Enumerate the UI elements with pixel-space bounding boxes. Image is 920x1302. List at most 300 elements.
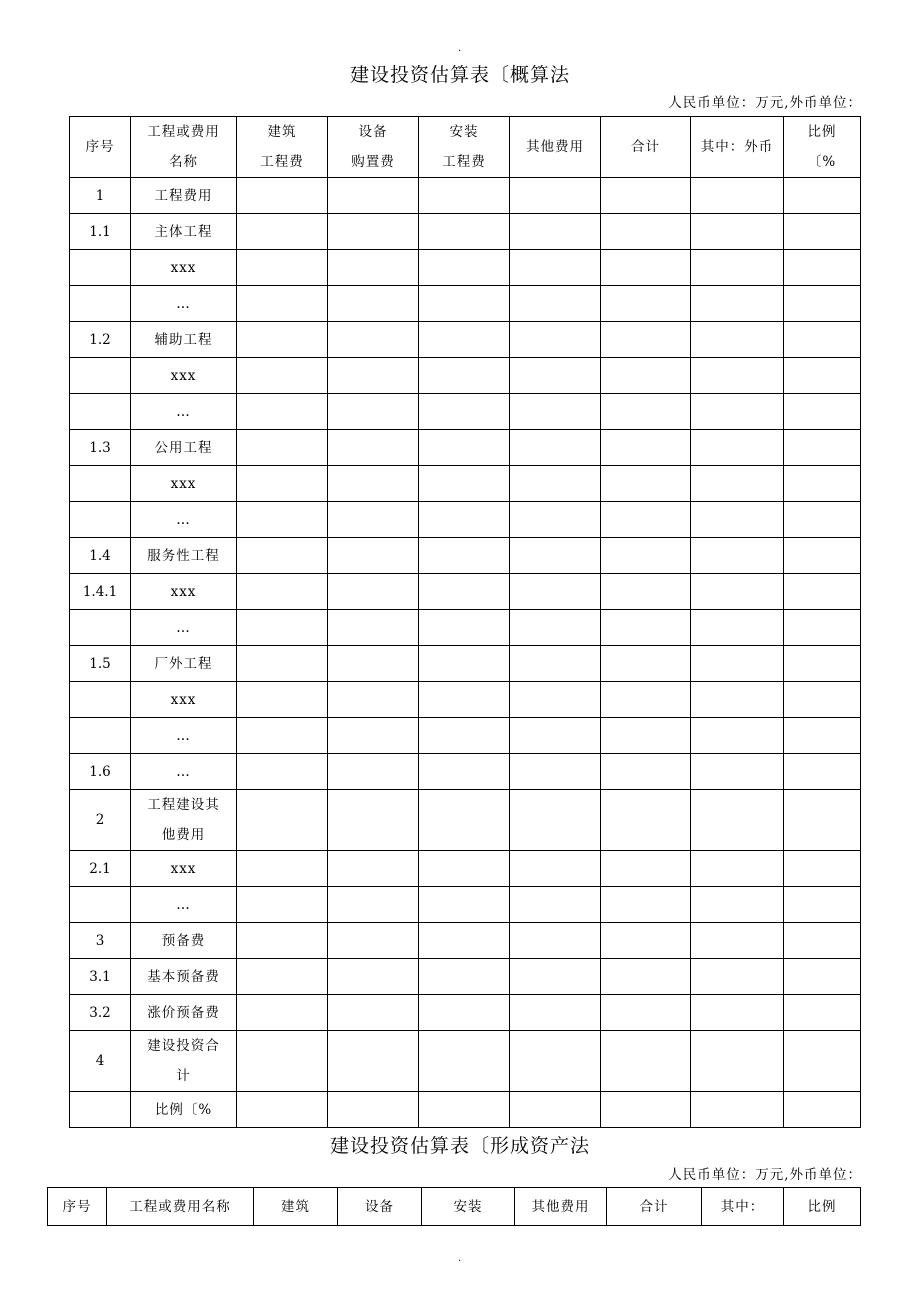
page-marker-dot: . bbox=[458, 43, 462, 54]
header-line: 安装 bbox=[449, 124, 479, 140]
table2-header-cell: 合计 bbox=[607, 1188, 702, 1226]
empty-value-cell[interactable] bbox=[419, 754, 510, 790]
table2-title: 建设投资估算表〔形成资产法 bbox=[329, 1135, 590, 1157]
empty-value-cell[interactable] bbox=[510, 178, 601, 214]
empty-value-cell[interactable] bbox=[419, 646, 510, 682]
empty-value-cell[interactable] bbox=[691, 1092, 784, 1128]
empty-value-cell[interactable] bbox=[419, 358, 510, 394]
table-row bbox=[70, 1031, 861, 1092]
empty-value-cell[interactable] bbox=[784, 959, 861, 995]
table1-header-cell bbox=[784, 117, 861, 178]
header-line: 序号 bbox=[85, 139, 115, 155]
empty-value-cell[interactable] bbox=[237, 430, 328, 466]
table2-header-cell: 安装 bbox=[422, 1188, 515, 1226]
empty-value-cell[interactable] bbox=[601, 959, 691, 995]
empty-value-cell[interactable] bbox=[510, 754, 601, 790]
page-marker-dot-bottom: . bbox=[458, 1253, 462, 1264]
empty-value-cell[interactable] bbox=[237, 394, 328, 430]
table2-header-cell: 其他费用 bbox=[515, 1188, 607, 1226]
row-name-cell bbox=[131, 358, 237, 394]
table1-header-cell bbox=[419, 117, 510, 178]
empty-value-cell[interactable] bbox=[510, 610, 601, 646]
empty-value-cell[interactable] bbox=[784, 646, 861, 682]
empty-value-cell[interactable] bbox=[784, 851, 861, 887]
row-name-line: … bbox=[176, 727, 191, 744]
empty-value-cell[interactable] bbox=[510, 394, 601, 430]
table2-header-cell: 设备 bbox=[338, 1188, 422, 1226]
row-name-line: xxx bbox=[170, 860, 197, 877]
row-name-cell bbox=[131, 178, 237, 214]
empty-value-cell[interactable] bbox=[510, 995, 601, 1031]
empty-value-cell[interactable] bbox=[601, 502, 691, 538]
empty-value-cell[interactable] bbox=[784, 923, 861, 959]
header-line: 工程费 bbox=[442, 154, 486, 170]
empty-value-cell[interactable] bbox=[784, 466, 861, 502]
row-name-cell bbox=[131, 923, 237, 959]
empty-value-cell[interactable] bbox=[784, 718, 861, 754]
empty-value-cell[interactable] bbox=[237, 322, 328, 358]
empty-value-cell[interactable] bbox=[419, 610, 510, 646]
table1-header-cell bbox=[691, 117, 784, 178]
estimate-table-budget-method bbox=[69, 116, 861, 1128]
table-row bbox=[70, 322, 861, 358]
header-line: 比例 bbox=[807, 124, 837, 140]
table-row bbox=[70, 178, 861, 214]
table-row bbox=[70, 250, 861, 286]
row-name-cell bbox=[131, 1031, 237, 1092]
row-number-cell: 1.4.1 bbox=[70, 574, 131, 610]
empty-value-cell[interactable] bbox=[691, 1031, 784, 1092]
empty-value-cell[interactable] bbox=[510, 682, 601, 718]
empty-value-cell[interactable] bbox=[328, 358, 419, 394]
row-name-line: xxx bbox=[170, 583, 197, 600]
empty-value-cell[interactable] bbox=[510, 646, 601, 682]
empty-value-cell[interactable] bbox=[419, 322, 510, 358]
empty-value-cell[interactable] bbox=[601, 754, 691, 790]
row-name-line: 涨价预备费 bbox=[147, 1004, 220, 1021]
row-number-cell bbox=[70, 1092, 131, 1128]
row-name-cell bbox=[131, 502, 237, 538]
empty-value-cell[interactable] bbox=[784, 322, 861, 358]
empty-value-cell[interactable] bbox=[237, 1031, 328, 1092]
empty-value-cell[interactable] bbox=[328, 1031, 419, 1092]
empty-value-cell[interactable] bbox=[691, 538, 784, 574]
row-name-line: … bbox=[176, 896, 191, 913]
row-name-line: 工程费用 bbox=[154, 187, 213, 204]
table2-unit-note: 人民币单位：万元,外币单位： bbox=[668, 1167, 862, 1183]
row-name-line: 主体工程 bbox=[154, 223, 213, 240]
row-name-cell bbox=[131, 754, 237, 790]
header-line: 设备 bbox=[358, 124, 388, 140]
row-name-line: xxx bbox=[170, 475, 197, 492]
empty-value-cell[interactable] bbox=[784, 178, 861, 214]
empty-value-cell[interactable] bbox=[237, 178, 328, 214]
empty-value-cell[interactable] bbox=[237, 682, 328, 718]
empty-value-cell[interactable] bbox=[510, 502, 601, 538]
empty-value-cell[interactable] bbox=[237, 286, 328, 322]
empty-value-cell[interactable] bbox=[691, 959, 784, 995]
empty-value-cell[interactable] bbox=[691, 646, 784, 682]
empty-value-cell[interactable] bbox=[510, 574, 601, 610]
empty-value-cell[interactable] bbox=[419, 466, 510, 502]
empty-value-cell[interactable] bbox=[237, 646, 328, 682]
empty-value-cell[interactable] bbox=[419, 718, 510, 754]
empty-value-cell[interactable] bbox=[510, 466, 601, 502]
table2-header-cell: 序号 bbox=[48, 1188, 107, 1226]
empty-value-cell[interactable] bbox=[601, 430, 691, 466]
empty-value-cell[interactable] bbox=[601, 1092, 691, 1128]
row-name-line: 建设投资合 bbox=[147, 1038, 220, 1054]
estimate-table-asset-method bbox=[47, 1187, 861, 1226]
empty-value-cell[interactable] bbox=[419, 851, 510, 887]
table-row bbox=[70, 851, 861, 887]
empty-value-cell[interactable] bbox=[601, 214, 691, 250]
empty-value-cell[interactable] bbox=[601, 574, 691, 610]
table-row bbox=[70, 959, 861, 995]
header-line: 工程或费用 bbox=[147, 124, 220, 140]
table-row bbox=[70, 887, 861, 923]
empty-value-cell[interactable] bbox=[328, 610, 419, 646]
row-name-line: 计 bbox=[176, 1068, 191, 1084]
empty-value-cell[interactable] bbox=[691, 286, 784, 322]
empty-value-cell[interactable] bbox=[328, 394, 419, 430]
header-line: 其他费用 bbox=[526, 139, 584, 155]
empty-value-cell[interactable] bbox=[328, 923, 419, 959]
row-number-cell: 1.2 bbox=[70, 322, 131, 358]
empty-value-cell[interactable] bbox=[510, 286, 601, 322]
empty-value-cell[interactable] bbox=[601, 718, 691, 754]
table-row bbox=[70, 430, 861, 466]
empty-value-cell[interactable] bbox=[691, 754, 784, 790]
empty-value-cell[interactable] bbox=[237, 959, 328, 995]
empty-value-cell[interactable] bbox=[510, 1031, 601, 1092]
table1-header-cell bbox=[237, 117, 328, 178]
row-number-cell bbox=[70, 286, 131, 322]
empty-value-cell[interactable] bbox=[691, 178, 784, 214]
empty-value-cell[interactable] bbox=[237, 754, 328, 790]
empty-value-cell[interactable] bbox=[784, 286, 861, 322]
row-name-line: … bbox=[176, 403, 191, 420]
row-name-line: 比例〔% bbox=[154, 1101, 213, 1118]
empty-value-cell[interactable] bbox=[601, 790, 691, 851]
empty-value-cell[interactable] bbox=[510, 887, 601, 923]
empty-value-cell[interactable] bbox=[328, 1092, 419, 1128]
empty-value-cell[interactable] bbox=[237, 358, 328, 394]
empty-value-cell[interactable] bbox=[328, 851, 419, 887]
header-line: 建筑 bbox=[267, 124, 297, 140]
empty-value-cell[interactable] bbox=[328, 887, 419, 923]
empty-value-cell[interactable] bbox=[419, 959, 510, 995]
row-name-cell bbox=[131, 851, 237, 887]
empty-value-cell[interactable] bbox=[328, 502, 419, 538]
empty-value-cell[interactable] bbox=[328, 214, 419, 250]
empty-value-cell[interactable] bbox=[691, 995, 784, 1031]
row-name-cell bbox=[131, 538, 237, 574]
empty-value-cell[interactable] bbox=[510, 214, 601, 250]
empty-value-cell[interactable] bbox=[601, 250, 691, 286]
table2-header-row bbox=[48, 1188, 861, 1226]
empty-value-cell[interactable] bbox=[419, 178, 510, 214]
empty-value-cell[interactable] bbox=[691, 322, 784, 358]
row-number-cell: 3.2 bbox=[70, 995, 131, 1031]
row-name-cell bbox=[131, 322, 237, 358]
row-name-line: 辅助工程 bbox=[154, 331, 213, 348]
row-name-line: … bbox=[176, 619, 191, 636]
empty-value-cell[interactable] bbox=[328, 178, 419, 214]
empty-value-cell[interactable] bbox=[784, 214, 861, 250]
empty-value-cell[interactable] bbox=[419, 1092, 510, 1128]
empty-value-cell[interactable] bbox=[784, 1092, 861, 1128]
empty-value-cell[interactable] bbox=[691, 790, 784, 851]
empty-value-cell[interactable] bbox=[328, 646, 419, 682]
empty-value-cell[interactable] bbox=[419, 538, 510, 574]
empty-value-cell[interactable] bbox=[419, 394, 510, 430]
empty-value-cell[interactable] bbox=[601, 646, 691, 682]
empty-value-cell[interactable] bbox=[601, 286, 691, 322]
empty-value-cell[interactable] bbox=[328, 574, 419, 610]
empty-value-cell[interactable] bbox=[328, 959, 419, 995]
row-number-cell bbox=[70, 358, 131, 394]
empty-value-cell[interactable] bbox=[328, 286, 419, 322]
table-row bbox=[70, 1092, 861, 1128]
empty-value-cell[interactable] bbox=[510, 358, 601, 394]
empty-value-cell[interactable] bbox=[419, 430, 510, 466]
empty-value-cell[interactable] bbox=[328, 718, 419, 754]
table-row bbox=[70, 923, 861, 959]
empty-value-cell[interactable] bbox=[784, 430, 861, 466]
table-row bbox=[70, 646, 861, 682]
row-name-cell bbox=[131, 394, 237, 430]
empty-value-cell[interactable] bbox=[237, 1092, 328, 1128]
empty-value-cell[interactable] bbox=[784, 610, 861, 646]
empty-value-cell[interactable] bbox=[601, 1031, 691, 1092]
table1-title: 建设投资估算表〔概算法 bbox=[349, 64, 570, 86]
row-number-cell: 4 bbox=[70, 1031, 131, 1092]
empty-value-cell[interactable] bbox=[784, 682, 861, 718]
row-number-cell: 1.1 bbox=[70, 214, 131, 250]
empty-value-cell[interactable] bbox=[601, 538, 691, 574]
empty-value-cell[interactable] bbox=[691, 610, 784, 646]
table1-unit-note: 人民币单位：万元,外币单位： bbox=[668, 95, 862, 111]
row-number-cell: 2.1 bbox=[70, 851, 131, 887]
row-number-cell: 2 bbox=[70, 790, 131, 851]
empty-value-cell[interactable] bbox=[419, 214, 510, 250]
empty-value-cell[interactable] bbox=[784, 250, 861, 286]
row-name-line: 基本预备费 bbox=[147, 968, 220, 985]
row-name-cell bbox=[131, 574, 237, 610]
table1-body bbox=[70, 178, 861, 1128]
empty-value-cell[interactable] bbox=[510, 790, 601, 851]
empty-value-cell[interactable] bbox=[510, 250, 601, 286]
empty-value-cell[interactable] bbox=[601, 887, 691, 923]
empty-value-cell[interactable] bbox=[691, 887, 784, 923]
table2-header-cell: 比例 bbox=[784, 1188, 861, 1226]
row-name-cell bbox=[131, 286, 237, 322]
empty-value-cell[interactable] bbox=[691, 430, 784, 466]
row-name-line: 预备费 bbox=[161, 932, 206, 949]
empty-value-cell[interactable] bbox=[510, 718, 601, 754]
header-line: 购置费 bbox=[351, 154, 395, 170]
table-row bbox=[70, 214, 861, 250]
table2-header-cell: 工程或费用名称 bbox=[107, 1188, 254, 1226]
empty-value-cell[interactable] bbox=[691, 682, 784, 718]
empty-value-cell[interactable] bbox=[419, 790, 510, 851]
empty-value-cell[interactable] bbox=[784, 995, 861, 1031]
empty-value-cell[interactable] bbox=[237, 995, 328, 1031]
row-number-cell: 1.6 bbox=[70, 754, 131, 790]
empty-value-cell[interactable] bbox=[510, 959, 601, 995]
empty-value-cell[interactable] bbox=[328, 430, 419, 466]
row-name-cell bbox=[131, 250, 237, 286]
row-number-cell: 1 bbox=[70, 178, 131, 214]
row-name-cell bbox=[131, 959, 237, 995]
empty-value-cell[interactable] bbox=[419, 286, 510, 322]
row-name-line: … bbox=[176, 295, 191, 312]
row-name-line: 工程建设其 bbox=[147, 797, 220, 813]
row-name-line: 他费用 bbox=[161, 827, 206, 843]
empty-value-cell[interactable] bbox=[510, 851, 601, 887]
empty-value-cell[interactable] bbox=[601, 322, 691, 358]
empty-value-cell[interactable] bbox=[237, 502, 328, 538]
row-name-cell bbox=[131, 995, 237, 1031]
empty-value-cell[interactable] bbox=[237, 610, 328, 646]
empty-value-cell[interactable] bbox=[328, 754, 419, 790]
row-name-line: 公用工程 bbox=[154, 439, 213, 456]
empty-value-cell[interactable] bbox=[784, 502, 861, 538]
empty-value-cell[interactable] bbox=[601, 394, 691, 430]
empty-value-cell[interactable] bbox=[419, 887, 510, 923]
table1-header-cell bbox=[601, 117, 691, 178]
table2-header-cell: 建筑 bbox=[254, 1188, 338, 1226]
empty-value-cell[interactable] bbox=[691, 923, 784, 959]
header-line: 其中：外币 bbox=[700, 139, 774, 155]
empty-value-cell[interactable] bbox=[237, 250, 328, 286]
empty-value-cell[interactable] bbox=[691, 574, 784, 610]
empty-value-cell[interactable] bbox=[328, 995, 419, 1031]
table-row bbox=[70, 682, 861, 718]
row-number-cell bbox=[70, 610, 131, 646]
row-name-line: xxx bbox=[170, 367, 197, 384]
empty-value-cell[interactable] bbox=[691, 851, 784, 887]
table-row bbox=[70, 502, 861, 538]
empty-value-cell[interactable] bbox=[784, 790, 861, 851]
row-number-cell bbox=[70, 682, 131, 718]
empty-value-cell[interactable] bbox=[601, 851, 691, 887]
header-line: 合计 bbox=[631, 139, 660, 155]
header-line: 名称 bbox=[169, 154, 198, 170]
table2-header-cell: 其中： bbox=[702, 1188, 784, 1226]
table-row bbox=[70, 718, 861, 754]
empty-value-cell[interactable] bbox=[784, 538, 861, 574]
empty-value-cell[interactable] bbox=[328, 466, 419, 502]
table-row bbox=[70, 358, 861, 394]
row-name-cell bbox=[131, 887, 237, 923]
empty-value-cell[interactable] bbox=[419, 923, 510, 959]
table-row bbox=[70, 394, 861, 430]
row-number-cell bbox=[70, 394, 131, 430]
empty-value-cell[interactable] bbox=[237, 851, 328, 887]
row-name-line: … bbox=[176, 511, 191, 528]
empty-value-cell[interactable] bbox=[419, 682, 510, 718]
empty-value-cell[interactable] bbox=[328, 250, 419, 286]
row-name-cell bbox=[131, 430, 237, 466]
row-name-cell bbox=[131, 646, 237, 682]
empty-value-cell[interactable] bbox=[237, 214, 328, 250]
empty-value-cell[interactable] bbox=[691, 358, 784, 394]
empty-value-cell[interactable] bbox=[691, 250, 784, 286]
empty-value-cell[interactable] bbox=[691, 718, 784, 754]
empty-value-cell[interactable] bbox=[601, 682, 691, 718]
empty-value-cell[interactable] bbox=[237, 887, 328, 923]
empty-value-cell[interactable] bbox=[601, 178, 691, 214]
empty-value-cell[interactable] bbox=[601, 466, 691, 502]
empty-value-cell[interactable] bbox=[510, 322, 601, 358]
empty-value-cell[interactable] bbox=[419, 250, 510, 286]
row-name-cell bbox=[131, 790, 237, 851]
row-number-cell bbox=[70, 466, 131, 502]
row-name-cell bbox=[131, 718, 237, 754]
empty-value-cell[interactable] bbox=[784, 574, 861, 610]
empty-value-cell[interactable] bbox=[601, 995, 691, 1031]
empty-value-cell[interactable] bbox=[237, 466, 328, 502]
empty-value-cell[interactable] bbox=[601, 923, 691, 959]
empty-value-cell[interactable] bbox=[510, 538, 601, 574]
empty-value-cell[interactable] bbox=[691, 466, 784, 502]
empty-value-cell[interactable] bbox=[784, 754, 861, 790]
empty-value-cell[interactable] bbox=[784, 358, 861, 394]
empty-value-cell[interactable] bbox=[510, 430, 601, 466]
empty-value-cell[interactable] bbox=[419, 502, 510, 538]
empty-value-cell[interactable] bbox=[237, 574, 328, 610]
empty-value-cell[interactable] bbox=[691, 394, 784, 430]
empty-value-cell[interactable] bbox=[237, 538, 328, 574]
empty-value-cell[interactable] bbox=[237, 718, 328, 754]
empty-value-cell[interactable] bbox=[419, 574, 510, 610]
table1-header-cell bbox=[70, 117, 131, 178]
empty-value-cell[interactable] bbox=[328, 682, 419, 718]
empty-value-cell[interactable] bbox=[601, 610, 691, 646]
table1-header-cell bbox=[328, 117, 419, 178]
row-name-cell bbox=[131, 1092, 237, 1128]
empty-value-cell[interactable] bbox=[691, 214, 784, 250]
empty-value-cell[interactable] bbox=[419, 1031, 510, 1092]
row-name-line: … bbox=[176, 763, 191, 780]
empty-value-cell[interactable] bbox=[237, 923, 328, 959]
row-number-cell: 1.5 bbox=[70, 646, 131, 682]
row-number-cell: 3 bbox=[70, 923, 131, 959]
row-name-cell bbox=[131, 610, 237, 646]
empty-value-cell[interactable] bbox=[328, 790, 419, 851]
empty-value-cell[interactable] bbox=[510, 923, 601, 959]
header-line: 工程费 bbox=[260, 154, 304, 170]
empty-value-cell[interactable] bbox=[691, 502, 784, 538]
table-row bbox=[70, 286, 861, 322]
header-line: 〔% bbox=[807, 154, 837, 170]
empty-value-cell[interactable] bbox=[328, 538, 419, 574]
empty-value-cell[interactable] bbox=[784, 1031, 861, 1092]
empty-value-cell[interactable] bbox=[328, 322, 419, 358]
table1-header-cell bbox=[510, 117, 601, 178]
empty-value-cell[interactable] bbox=[601, 358, 691, 394]
empty-value-cell[interactable] bbox=[419, 995, 510, 1031]
table1-header-row bbox=[70, 117, 861, 178]
empty-value-cell[interactable] bbox=[784, 887, 861, 923]
empty-value-cell[interactable] bbox=[237, 790, 328, 851]
empty-value-cell[interactable] bbox=[510, 1092, 601, 1128]
empty-value-cell[interactable] bbox=[784, 394, 861, 430]
row-name-line: xxx bbox=[170, 259, 197, 276]
table1-header-cell bbox=[131, 117, 237, 178]
